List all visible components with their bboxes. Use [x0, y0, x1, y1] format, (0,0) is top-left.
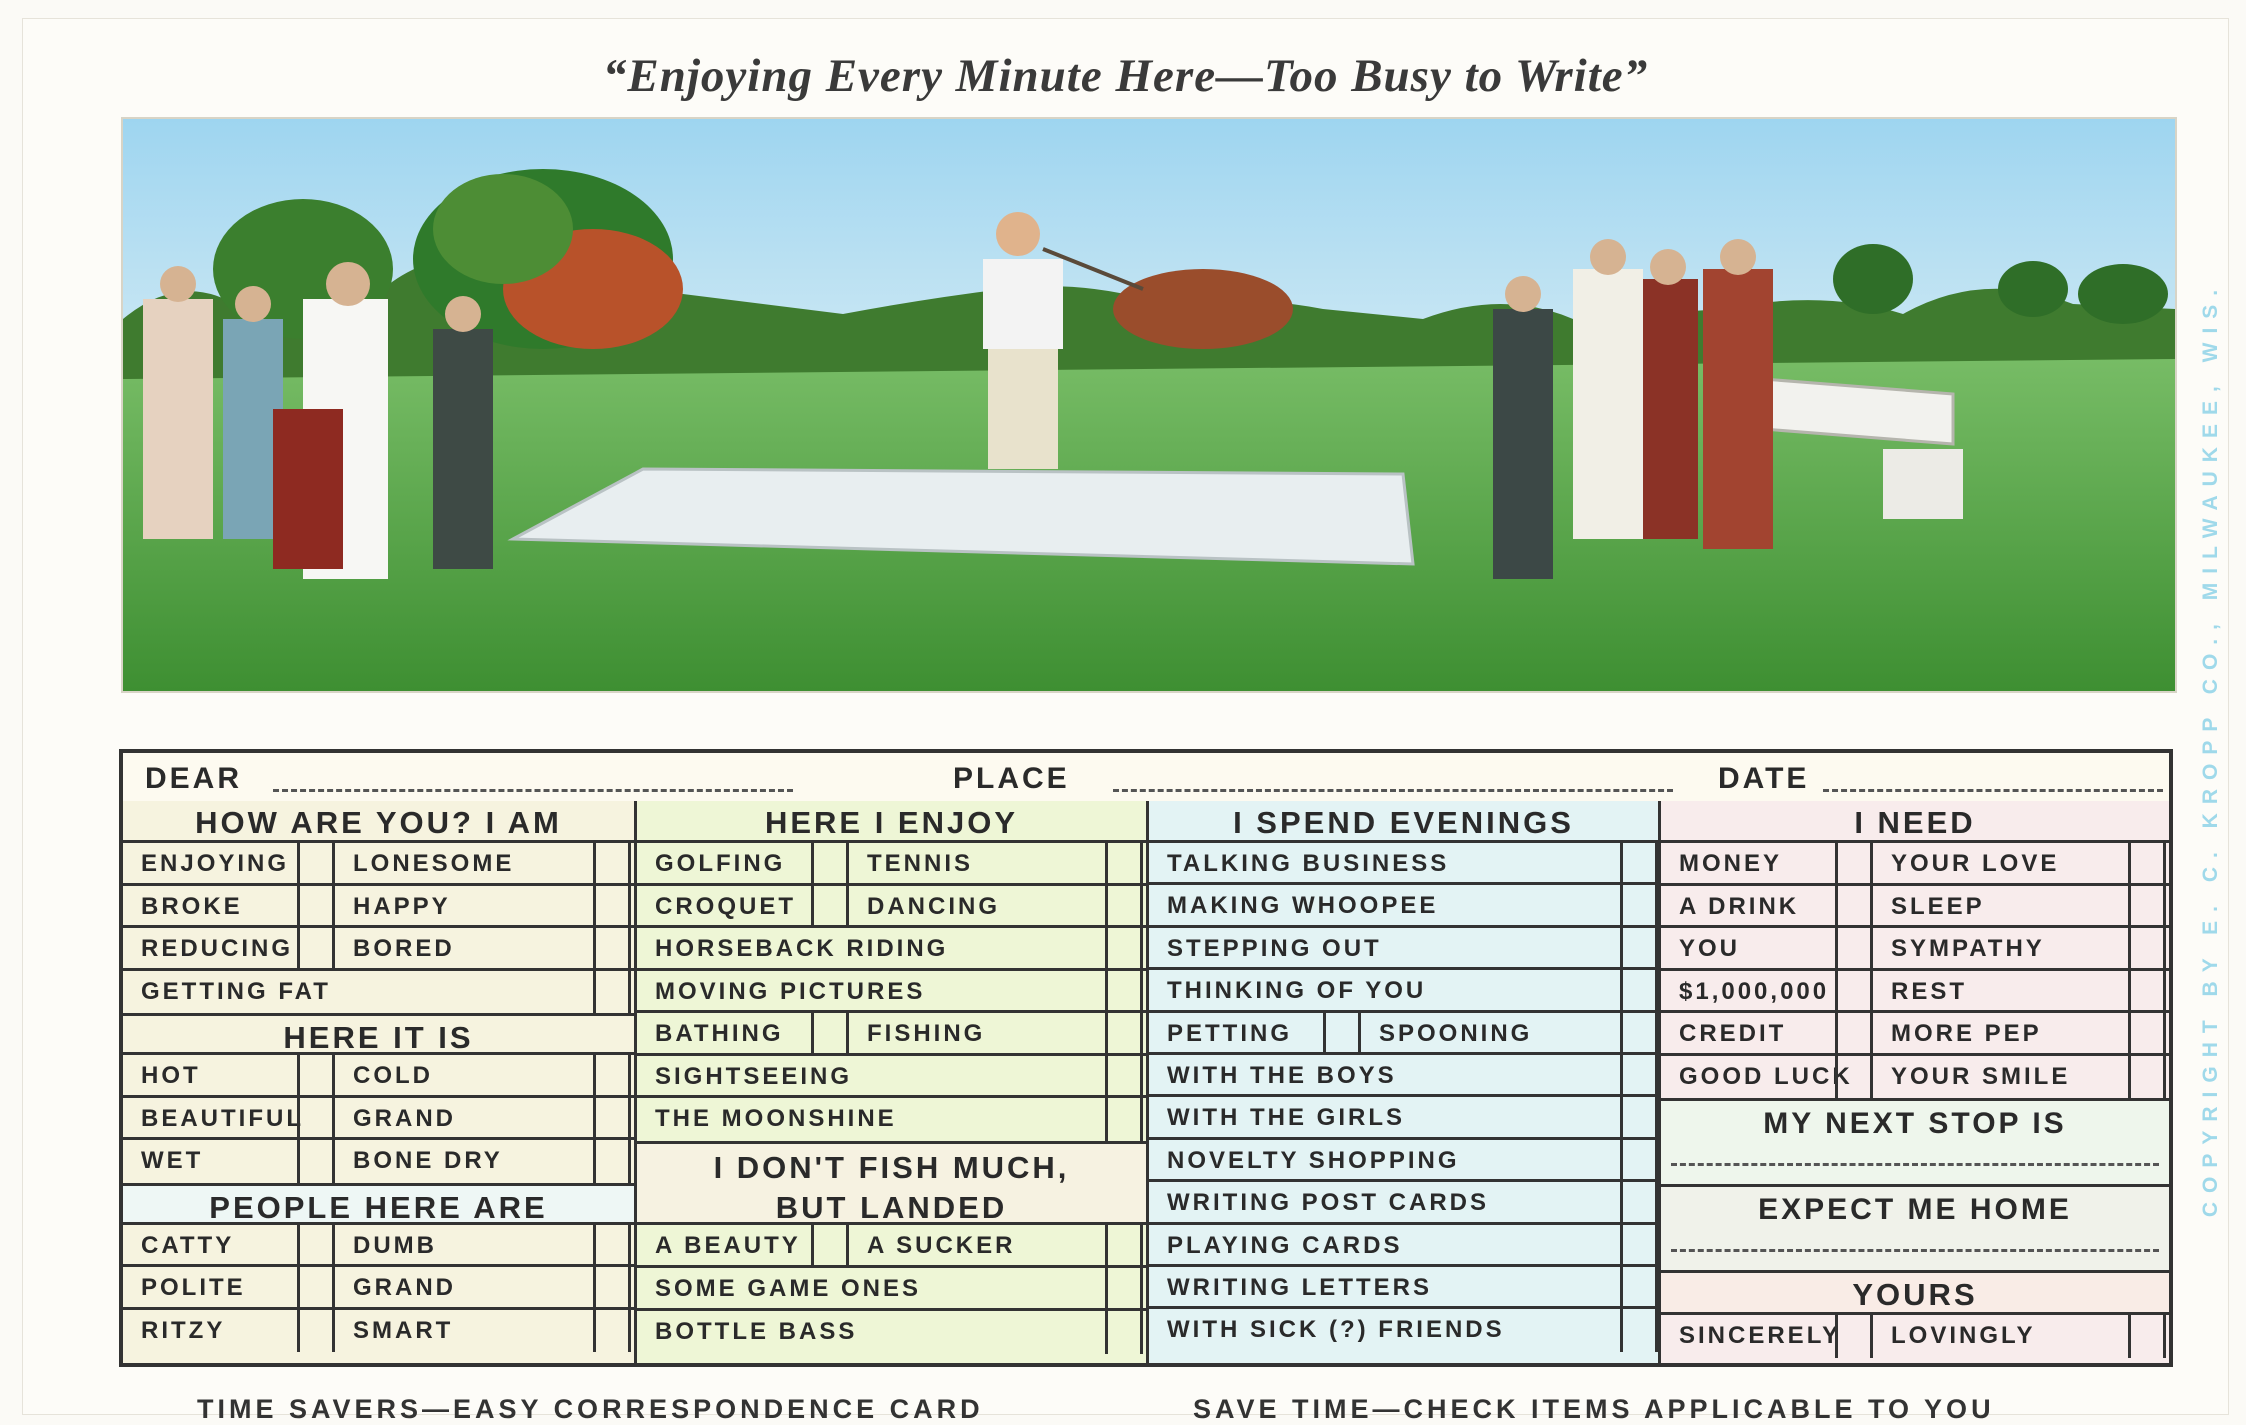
evenings-heading: I SPEND EVENINGS — [1149, 801, 1658, 843]
option-bored: BORED — [353, 935, 455, 962]
copyright-text: COPYRIGHT BY E. C. KROPP CO., MILWAUKEE, WIS. — [2199, 280, 2222, 1218]
checklist-row — [1661, 971, 2169, 1014]
option-tennis: TENNIS — [867, 850, 974, 877]
checkbox-making-whoopee[interactable] — [1620, 885, 1658, 924]
checkbox-broke[interactable] — [297, 886, 335, 926]
option-making-whoopee: MAKING WHOOPEE — [1167, 892, 1439, 920]
option-polite: POLITE — [141, 1274, 246, 1301]
option-your-smile: YOUR SMILE — [1891, 1062, 2071, 1090]
option-croquet: CROQUET — [655, 892, 796, 920]
addressing-line — [123, 753, 2169, 804]
checkbox-money[interactable] — [1835, 843, 1873, 883]
option-ritzy: RITZY — [141, 1316, 226, 1344]
how-are-you-heading: HOW ARE YOU? I AM — [123, 801, 634, 843]
checkbox-writing-post-cards[interactable] — [1620, 1182, 1658, 1221]
checkbox-rest[interactable] — [2128, 971, 2166, 1011]
option-a-sucker: A SUCKER — [867, 1231, 1016, 1259]
checklist-row — [637, 1225, 1146, 1268]
option-money: MONEY — [1679, 850, 1783, 877]
fish-heading-line1: I DON'T FISH MUCH, — [713, 1149, 1070, 1185]
checkbox-sleep[interactable] — [2128, 886, 2166, 926]
checklist-row — [1149, 1013, 1658, 1055]
option-bathing: BATHING — [655, 1020, 784, 1047]
checklist-row — [123, 843, 634, 886]
checklist-row — [637, 971, 1146, 1014]
here-it-is-heading: HERE IT IS — [123, 1013, 634, 1055]
option-thinking-of-you: THINKING OF YOU — [1167, 977, 1427, 1005]
option-the-moonshine: THE MOONSHINE — [655, 1105, 897, 1132]
place-label: PLACE — [953, 762, 1070, 795]
column-here-i-enjoy — [637, 801, 1149, 1363]
checkbox-with-the-girls[interactable] — [1620, 1097, 1658, 1136]
date-label: DATE — [1718, 762, 1810, 795]
checklist-row — [1661, 928, 2169, 971]
checkbox-your-love[interactable] — [2128, 843, 2166, 883]
checkbox-more-pep[interactable] — [2128, 1013, 2166, 1053]
place-field[interactable] — [1113, 789, 1673, 792]
checklist-row — [1149, 1097, 1658, 1139]
checklist-row — [1149, 970, 1658, 1012]
option-grand: GRAND — [353, 1274, 456, 1301]
checklist-row — [123, 1055, 634, 1098]
option-your-love: YOUR LOVE — [1891, 850, 2060, 877]
checklist-row — [1661, 1013, 2169, 1056]
checkbox-thinking-of-you[interactable] — [1620, 970, 1658, 1009]
option-sightseeing: SIGHTSEEING — [655, 1062, 853, 1090]
column-i-need — [1661, 801, 2169, 1363]
option-more-pep: MORE PEP — [1891, 1020, 2042, 1047]
checkbox-bathing[interactable] — [811, 1013, 849, 1053]
checkbox-ritzy[interactable] — [297, 1310, 335, 1353]
option-playing-cards: PLAYING CARDS — [1167, 1231, 1403, 1259]
expect-home-block — [1661, 1187, 2169, 1273]
option-golfing: GOLFING — [655, 850, 786, 877]
checkbox-getting-fat[interactable] — [593, 971, 631, 1014]
checklist-row — [1661, 843, 2169, 886]
yours-heading: YOURS — [1661, 1273, 2169, 1315]
checklist-row — [637, 1311, 1146, 1354]
fish-heading-line2: BUT LANDED — [775, 1189, 1008, 1225]
checkbox-you[interactable] — [1835, 928, 1873, 968]
option-catty: CATTY — [141, 1231, 235, 1259]
checkbox-dumb[interactable] — [593, 1225, 631, 1265]
next-stop-label: MY NEXT STOP IS — [1763, 1107, 2067, 1140]
option-with-sick-friends: WITH SICK (?) FRIENDS — [1167, 1316, 1505, 1344]
option-grand: GRAND — [353, 1104, 456, 1132]
checkbox-lonesome[interactable] — [593, 843, 631, 883]
checkbox-sightseeing[interactable] — [1105, 1056, 1143, 1096]
date-field[interactable] — [1823, 789, 2163, 792]
checklist-row — [637, 843, 1146, 886]
checkbox-stepping-out[interactable] — [1620, 928, 1658, 967]
checklist-row — [637, 1056, 1146, 1099]
checkbox-catty[interactable] — [297, 1225, 335, 1265]
option-sympathy: SYMPATHY — [1891, 935, 2045, 962]
checkbox-fishing[interactable] — [1105, 1013, 1143, 1053]
postcard — [22, 18, 2229, 1424]
option-a-beauty: A BEAUTY — [655, 1231, 801, 1259]
correspondence-form — [119, 749, 2173, 1367]
option-credit: CREDIT — [1679, 1020, 1787, 1047]
checkbox-hot[interactable] — [297, 1055, 335, 1095]
option-spooning: SPOONING — [1379, 1019, 1533, 1047]
checklist-row — [1149, 1055, 1658, 1097]
checkbox-golfing[interactable] — [811, 843, 849, 883]
fish-heading — [637, 1141, 1146, 1225]
option-bottle-bass: BOTTLE BASS — [655, 1317, 858, 1345]
checkbox-sympathy[interactable] — [2128, 928, 2166, 968]
option-broke: BROKE — [141, 892, 243, 920]
checkbox-good-luck[interactable] — [1835, 1056, 1873, 1099]
checkbox-novelty-shopping[interactable] — [1620, 1140, 1658, 1179]
checklist-row — [1661, 886, 2169, 929]
option-bone-dry: BONE DRY — [353, 1147, 503, 1174]
checklist-row — [637, 928, 1146, 971]
checkbox-credit[interactable] — [1835, 1013, 1873, 1053]
checkbox-grand[interactable] — [593, 1098, 631, 1138]
checkbox-bone-dry[interactable] — [593, 1140, 631, 1183]
checklist-row — [123, 1098, 634, 1141]
checkbox-your-smile[interactable] — [2128, 1056, 2166, 1099]
checklist-row — [637, 1098, 1146, 1141]
checkbox-petting[interactable] — [1323, 1013, 1361, 1052]
checkbox-moving-pictures[interactable] — [1105, 971, 1143, 1011]
option-with-the-boys: WITH THE BOYS — [1167, 1061, 1397, 1089]
checklist-row — [1149, 1309, 1658, 1351]
column-how-are-you — [123, 801, 637, 1363]
golf-scene-image — [121, 117, 2177, 693]
checkbox-1-000-000[interactable] — [1835, 971, 1873, 1011]
option-reducing: REDUCING — [141, 935, 294, 962]
dear-field[interactable] — [273, 789, 793, 792]
checkbox-happy[interactable] — [593, 886, 631, 926]
option-stepping-out: STEPPING OUT — [1167, 934, 1382, 962]
checklist-row — [637, 1268, 1146, 1311]
expect-home-label: EXPECT ME HOME — [1758, 1193, 2072, 1226]
checklist-row — [123, 1310, 634, 1353]
checkbox-beautiful[interactable] — [297, 1098, 335, 1138]
option-a-drink: A DRINK — [1679, 892, 1800, 920]
checklist-row — [1149, 928, 1658, 970]
checkbox-writing-letters[interactable] — [1620, 1267, 1658, 1306]
option-sleep: SLEEP — [1891, 892, 1985, 920]
checklist-row — [123, 928, 634, 971]
checkbox-talking-business[interactable] — [1620, 843, 1658, 882]
checklist-row — [1149, 1267, 1658, 1309]
option-writing-post-cards: WRITING POST CARDS — [1167, 1189, 1489, 1217]
checklist-row — [123, 1267, 634, 1310]
option-novelty-shopping: NOVELTY SHOPPING — [1167, 1146, 1460, 1174]
option-sincerely: SINCERELY — [1679, 1322, 1842, 1349]
option-getting-fat: GETTING FAT — [141, 977, 331, 1005]
checklist-row — [1149, 885, 1658, 927]
checklist-row — [123, 1140, 634, 1183]
checkbox-a-sucker[interactable] — [1105, 1225, 1143, 1265]
option-dumb: DUMB — [353, 1231, 437, 1259]
option-good-luck: GOOD LUCK — [1679, 1062, 1853, 1090]
checkbox-bored[interactable] — [593, 928, 631, 968]
option-horseback-riding: HORSEBACK RIDING — [655, 935, 949, 962]
checkbox-croquet[interactable] — [811, 886, 849, 926]
option-smart: SMART — [353, 1316, 454, 1344]
option-happy: HAPPY — [353, 892, 451, 920]
option-petting: PETTING — [1167, 1019, 1293, 1047]
checklist-row — [1149, 1140, 1658, 1182]
option-fishing: FISHING — [867, 1020, 986, 1047]
option-moving-pictures: MOVING PICTURES — [655, 977, 926, 1005]
people-heading: PEOPLE HERE ARE — [123, 1183, 634, 1225]
i-need-heading: I NEED — [1661, 801, 2169, 843]
checkbox-smart[interactable] — [593, 1310, 631, 1353]
checkbox-with-the-boys[interactable] — [1620, 1055, 1658, 1094]
checkbox-tennis[interactable] — [1105, 843, 1143, 883]
checklist-row — [1149, 1182, 1658, 1224]
expect-home-field[interactable] — [1671, 1249, 2159, 1252]
option-some-game-ones: SOME GAME ONES — [655, 1274, 922, 1302]
checkbox-horseback-riding[interactable] — [1105, 928, 1143, 968]
checklist-row — [1149, 1225, 1658, 1267]
option-beautiful: BEAUTIFUL — [141, 1104, 304, 1132]
checkbox-playing-cards[interactable] — [1620, 1225, 1658, 1264]
footer-right-text: SAVE TIME—CHECK ITEMS APPLICABLE TO YOU — [1193, 1394, 1995, 1424]
next-stop-field[interactable] — [1671, 1163, 2159, 1166]
footer-left-text: TIME SAVERS—EASY CORRESPONDENCE CARD — [197, 1394, 984, 1424]
checkbox-reducing[interactable] — [297, 928, 335, 968]
option-dancing: DANCING — [867, 892, 1000, 920]
next-stop-block — [1661, 1101, 2169, 1187]
checkbox-a-drink[interactable] — [1835, 886, 1873, 926]
checklist-row — [1149, 843, 1658, 885]
checkbox-lovingly[interactable] — [2128, 1315, 2166, 1358]
checkbox-the-moonshine[interactable] — [1105, 1098, 1143, 1141]
option-enjoying: ENJOYING — [141, 850, 290, 877]
checkbox-some-game-ones[interactable] — [1105, 1268, 1143, 1308]
column-evenings — [1149, 801, 1661, 1363]
option-cold: COLD — [353, 1062, 433, 1089]
checkbox-wet[interactable] — [297, 1140, 335, 1183]
option-lovingly: LOVINGLY — [1891, 1322, 2036, 1349]
checkbox-cold[interactable] — [593, 1055, 631, 1095]
option-lonesome: LONESOME — [353, 850, 515, 877]
card-title: “Enjoying Every Minute Here—Too Busy to Write” — [602, 50, 1649, 102]
option-you: YOU — [1679, 935, 1741, 962]
option-hot: HOT — [141, 1062, 201, 1089]
option-1-000-000: $1,000,000 — [1679, 977, 1830, 1005]
option-talking-business: TALKING BUSINESS — [1167, 850, 1450, 877]
checkbox-sincerely[interactable] — [1835, 1315, 1873, 1358]
checkbox-grand[interactable] — [593, 1267, 631, 1307]
checklist-row — [123, 971, 634, 1014]
checkbox-enjoying[interactable] — [297, 843, 335, 883]
checkbox-polite[interactable] — [297, 1267, 335, 1307]
checkbox-bottle-bass[interactable] — [1105, 1311, 1143, 1354]
checklist-row — [1661, 1315, 2169, 1358]
option-with-the-girls: WITH THE GIRLS — [1167, 1104, 1405, 1132]
checkbox-spooning[interactable] — [1620, 1013, 1658, 1052]
checklist-row — [637, 1013, 1146, 1056]
here-i-enjoy-heading: HERE I ENJOY — [637, 801, 1146, 843]
checklist-row — [123, 886, 634, 929]
checkbox-dancing[interactable] — [1105, 886, 1143, 926]
checkbox-a-beauty[interactable] — [811, 1225, 849, 1265]
dear-label: DEAR — [145, 762, 243, 795]
checkbox-with-sick-friends[interactable] — [1620, 1309, 1658, 1351]
checklist-row — [1661, 1056, 2169, 1099]
option-writing-letters: WRITING LETTERS — [1167, 1273, 1432, 1301]
checklist-row — [123, 1225, 634, 1268]
option-rest: REST — [1891, 977, 1968, 1005]
option-wet: WET — [141, 1147, 204, 1174]
checklist-row — [637, 886, 1146, 929]
